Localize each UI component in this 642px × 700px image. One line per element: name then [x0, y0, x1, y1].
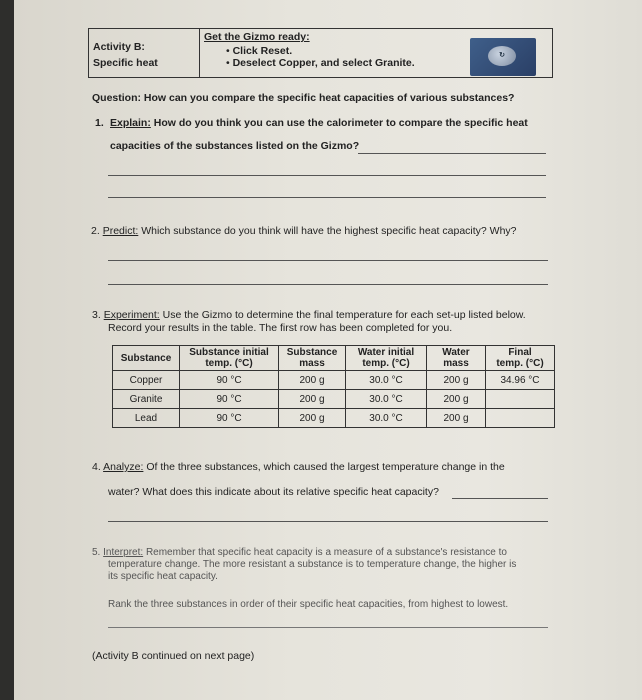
- answer-line[interactable]: [108, 260, 548, 261]
- activity-cell: [89, 29, 200, 78]
- q1-number: 1.: [95, 117, 104, 129]
- q3-text-line1: 3. Experiment: Use the Gizmo to determine the final temperature for each set-up listed below.: [92, 309, 526, 321]
- col-header-substance: Substance: [113, 346, 180, 371]
- q4-text-line2: water? What does this indicate about its relative specific heat capacity?: [108, 486, 439, 498]
- setup-step-1: • Click Reset.: [226, 45, 293, 57]
- q4-text-line1: 4. Analyze: Of the three substances, which caused the largest temperature change in the: [92, 461, 505, 473]
- table-header-row: [113, 346, 555, 371]
- q5-rank-instruction: Rank the three substances in order of their specific heat capacities, from highest to lowest.: [108, 599, 509, 610]
- table-cell: 200 g: [427, 409, 486, 428]
- final-temp-input[interactable]: [486, 409, 555, 428]
- q5-text-line1: 5. Interpret: Remember that specific heat capacity is a measure of a substance's resistance to: [92, 547, 507, 558]
- table-cell: 90 °C: [180, 390, 279, 409]
- answer-line[interactable]: [358, 153, 546, 154]
- table-cell: 30.0 °C: [346, 390, 427, 409]
- table-cell: Lead: [113, 409, 180, 428]
- gizmo-thumbnail: [470, 38, 536, 76]
- table-cell: Copper: [113, 371, 180, 390]
- answer-line[interactable]: [108, 627, 548, 628]
- table-row: [113, 409, 555, 428]
- col-header-substance-mass: Substance mass: [279, 346, 346, 371]
- activity-label: Activity B:: [93, 41, 145, 53]
- table-cell: 30.0 °C: [346, 409, 427, 428]
- footer-note: (Activity B continued on next page): [92, 650, 255, 662]
- col-header-water-initial-temp: Water initial temp. (°C): [346, 346, 427, 371]
- q1-text-line1: Explain: How do you think you can use the calorimeter to compare the specific heat: [110, 117, 528, 129]
- table-row: [113, 371, 555, 390]
- reset-button-icon: ↻: [488, 46, 516, 66]
- answer-line[interactable]: [108, 284, 548, 285]
- answer-line[interactable]: [108, 521, 548, 522]
- table-cell: 34.96 °C: [486, 371, 555, 390]
- table-cell: 200 g: [427, 390, 486, 409]
- q3-text-line2: Record your results in the table. The first row has been completed for you.: [108, 322, 453, 334]
- col-header-substance-initial-temp: Substance initial temp. (°C): [180, 346, 279, 371]
- table-cell: 90 °C: [180, 409, 279, 428]
- answer-line[interactable]: [108, 197, 546, 198]
- answer-line[interactable]: [108, 175, 546, 176]
- setup-step-2: • Deselect Copper, and select Granite.: [226, 57, 415, 69]
- q2-text: 2. Predict: Which substance do you think will have the highest specific heat capacity? Why?: [91, 225, 517, 237]
- background-edge: [0, 0, 14, 700]
- table-cell: 200 g: [279, 390, 346, 409]
- activity-topic: Specific heat: [93, 57, 158, 69]
- q5-text-line3: its specific heat capacity.: [108, 571, 218, 582]
- col-header-final-temp: Final temp. (°C): [486, 346, 555, 371]
- table-row: [113, 390, 555, 409]
- q5-text-line2: temperature change. The more resistant a substance is to temperature change, the higher is: [108, 559, 517, 570]
- answer-line[interactable]: [452, 498, 548, 499]
- table-cell: 200 g: [427, 371, 486, 390]
- results-table: [112, 345, 555, 428]
- table-cell: 200 g: [279, 371, 346, 390]
- main-question: Question: How can you compare the specific heat capacities of various substances?: [92, 92, 515, 104]
- q1-text-line2: capacities of the substances listed on the Gizmo?: [110, 140, 360, 152]
- table-cell: 200 g: [279, 409, 346, 428]
- table-cell: Granite: [113, 390, 180, 409]
- table-cell: 90 °C: [180, 371, 279, 390]
- setup-title: Get the Gizmo ready:: [204, 31, 310, 43]
- table-cell: 30.0 °C: [346, 371, 427, 390]
- col-header-water-mass: Water mass: [427, 346, 486, 371]
- final-temp-input[interactable]: [486, 390, 555, 409]
